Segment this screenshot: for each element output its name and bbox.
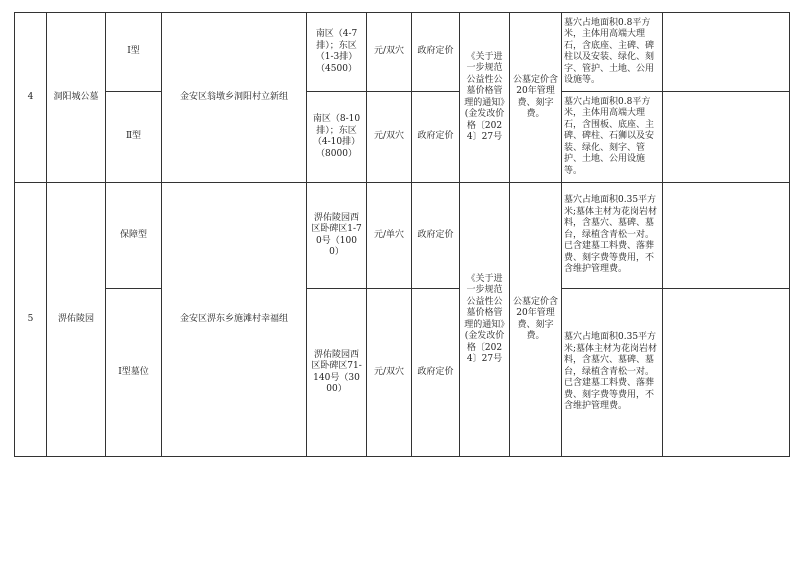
price-includes: 公墓定价含20年管理费、刻字费。 [510, 13, 562, 183]
pricing-method: 政府定价 [412, 92, 460, 183]
policy-document: 《关于进一步规范公益性公墓价格管理的通知》(金发改价格〔2024〕27号 [460, 183, 510, 457]
tomb-type: Ⅰ型墓位 [106, 289, 162, 457]
cemetery-name: 洞阳城公墓 [47, 13, 106, 183]
table-row [15, 183, 790, 289]
pricing-method: 政府定价 [412, 183, 460, 289]
tomb-type: 保障型 [106, 183, 162, 289]
cemetery-name: 淠佑陵园 [47, 183, 106, 457]
price-unit: 元/单穴 [367, 183, 412, 289]
price-unit: 元/双穴 [367, 92, 412, 183]
policy-document: 《关于进一步规范公益性公墓价格管理的通知》(金发改价格〔2024〕27号 [460, 13, 510, 183]
remarks-cell [663, 92, 790, 183]
row-number: 5 [15, 183, 47, 457]
price-unit: 元/双穴 [367, 289, 412, 457]
tomb-description: 墓穴占地面积0.8平方米，主体用高端大理石，含底座、主碑、碑柱以及安装、绿化、刻字、管护、土地、公用设施等。 [562, 13, 663, 92]
tomb-description: 墓穴占地面积0.8平方米，主体用高端大理石，含围板、底座、主碑、碑柱、石狮以及安装、绿化、刻字、管护、土地、公用设施等。 [562, 92, 663, 183]
tomb-type: Ⅱ型 [106, 92, 162, 183]
cemetery-location: 金安区淠东乡施滩村幸福组 [162, 183, 307, 457]
tomb-description: 墓穴占地面积0.35平方米;墓体主材为花岗岩材料，含墓穴、墓碑、墓台，绿植含青松一对。已含建墓工料费、落葬费、刻字费等费用，不含维护管理费。 [562, 183, 663, 289]
area-price: 淠佑陵园西区卧碑区1-70号（1000） [307, 183, 367, 289]
remarks-cell [663, 13, 790, 92]
pricing-method: 政府定价 [412, 289, 460, 457]
table-row [15, 13, 790, 92]
table-row [15, 92, 790, 183]
price-unit: 元/双穴 [367, 13, 412, 92]
tomb-description: 墓穴占地面积0.35平方米;墓体主材为花岗岩材料，含墓穴、墓碑、墓台，绿植含青松一对。已含建墓工料费、落葬费、刻字费等费用，不含维护管理费。 [562, 289, 663, 457]
pricing-method: 政府定价 [412, 13, 460, 92]
remarks-cell [663, 289, 790, 457]
table-row [15, 289, 790, 457]
remarks-cell [663, 183, 790, 289]
area-price: 南区（4-7排）；东区（1-3排）（4500） [307, 13, 367, 92]
area-price: 淠佑陵园西区卧碑区71-140号（3000） [307, 289, 367, 457]
row-number: 4 [15, 13, 47, 183]
cemetery-location: 金安区翁墩乡洞阳村立新组 [162, 13, 307, 183]
price-table [14, 12, 790, 457]
area-price: 南区（8-10排）；东区（4-10排）（8000） [307, 92, 367, 183]
price-includes: 公墓定价含20年管理费、刻字费。 [510, 183, 562, 457]
tomb-type: Ⅰ型 [106, 13, 162, 92]
